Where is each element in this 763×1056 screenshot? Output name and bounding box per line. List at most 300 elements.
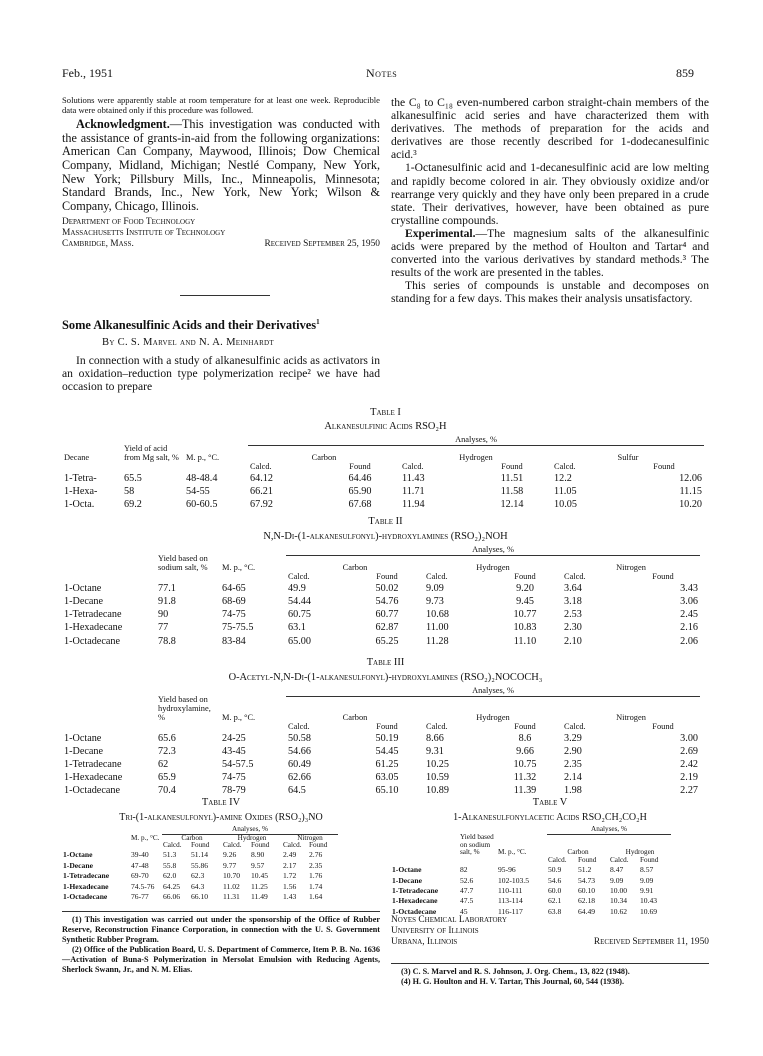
table-cell: 3.06 [680,595,698,607]
table2 [62,546,700,648]
table-cell: 11.43 [402,472,425,484]
table-cell: 1-Hexadecane [64,622,123,634]
table-cell: 65.90 [348,485,372,497]
table4-found-head: Found [191,841,210,850]
table-cell: 2.19 [680,772,698,784]
table-cell: 90 [158,609,169,621]
table-row [62,758,700,771]
table-cell: 62.66 [288,772,311,784]
affiliation-city-row [62,239,380,250]
table1-grid [62,436,704,511]
table-cell: 11.49 [251,892,268,902]
table1-decane-head: Decane [64,453,90,463]
table-cell: 2.16 [680,622,698,634]
table1-title: Alkanesulfinic Acids RSO₂H [324,421,447,432]
table-cell: 10.20 [679,499,702,511]
table-cell: 2.10 [564,635,582,647]
lab-city: Urbana, Illinois [391,937,458,947]
table-cell: 1-Decane [63,860,93,870]
table-cell: 1-Tetradecane [392,885,439,895]
table-cell: 69.2 [124,499,142,511]
table-cell: 2.45 [680,609,698,621]
footnotes-right [391,967,709,987]
table-cell: 10.59 [426,772,449,784]
table-cell: 10.05 [554,499,577,511]
table5-analyses-head: Analyses, % [547,826,671,834]
table-cell: 2.14 [564,772,582,784]
table5-mp-head: M. p., °C. [498,848,527,857]
para-continued: the C₈ to C₁₈ even-numbered carbon straight-chain members of the alkanesulfinic acid series and have characterized them with derivatives. The methods of preparation for the acids and derivatives are those recently described for 1-dodecanesulfinic acid.³ [391,96,709,162]
table-cell: 10.89 [426,785,449,797]
table4-found-head: Found [309,841,328,850]
table2-found-head: Found [376,571,398,581]
table-cell: 49.9 [288,582,306,594]
affiliation-dept: Department of Food Technology [62,217,196,228]
table-cell: 9.91 [640,885,654,895]
table-cell: 10.83 [513,622,537,634]
table-cell: 113-114 [498,896,523,906]
table2-title: N,N-Di-(1-alkanesulfonyl)-hydroxylamines (RSO₂)₂NOH [263,531,508,542]
table-cell: 3.64 [564,582,582,594]
table-cell: 68-69 [222,595,246,607]
para-unstable: This series of compounds is unstable and decomposes on standing for a few days. This makes their analysis unsatisfactory. [391,279,709,306]
table-cell: 69-70 [131,871,149,881]
table5-calcd-head: Calcd. [610,855,629,864]
table2-found-head: Found [652,571,674,581]
table-cell: 9.57 [251,860,265,870]
table-cell: 50.58 [288,732,311,744]
table-row [391,885,671,895]
table-cell: 1-Octadecane [64,785,120,797]
table-cell: 47.5 [460,896,474,906]
table4-nitrogen-head: Nitrogen [297,833,323,842]
table1-found-head: Found [501,461,523,471]
table-cell: 2.17 [283,860,297,870]
table4 [62,826,338,902]
table4-analyses-head: Analyses, % [162,826,338,834]
table-row [391,875,671,885]
table-cell: 2.27 [680,785,698,797]
table-cell: 60.75 [288,609,311,621]
table-cell: 54.44 [288,595,311,607]
acknowledgment-text: —This investigation was conducted with the assistance of grants-in-aid from the following organizations: American Can Company, Maywood, Illinois; Dow Chemical Company, Midland, Michigan; Nestlé Company, New York, New York; Pillsbury Mills, Inc., Minneapolis, Minnesota; Standard Brands, Inc., New York, New York; Wilson & Company, Chicago, Illinois. [62,117,380,213]
table-cell: 11.71 [402,485,425,497]
table-cell: 1-Tetradecane [63,871,110,881]
table-cell: 2.35 [309,860,323,870]
table-cell: 3.18 [564,595,582,607]
table2-calcd-head: Calcd. [426,571,448,581]
table-cell: 2.30 [564,622,582,634]
lab-city-row [391,937,709,948]
table-cell: 66.21 [250,485,273,497]
table-cell: 9.09 [610,875,624,885]
table-cell: 67.68 [348,499,372,511]
table3-yield-head: Yield based on hydroxylamine, % [158,695,211,722]
experimental-text: —The magnesium salts of the alkanesulfinic acids were prepared by the method of Houlton and Tartar⁴ and converted into the various derivatives by standard methods.³ The results of the work are presented in the tables. [391,226,709,280]
acknowledgment-paragraph [62,118,380,213]
table2-nitrogen-head: Nitrogen [616,563,646,573]
table-row [62,472,704,485]
table-cell: 10.77 [513,609,537,621]
table-row [62,485,704,498]
table-cell: 47.7 [460,885,474,895]
table-cell: 50.19 [375,732,399,744]
table-cell: 64-65 [222,582,246,594]
table-cell: 58 [124,485,135,497]
table-cell: 1.64 [309,892,323,902]
table-cell: 10.45 [251,871,269,881]
table-cell: 11.05 [554,485,577,497]
table5-found-head: Found [578,855,597,864]
right-column [391,96,709,306]
table-cell: 1-Octadecane [392,906,437,916]
table2-found-head: Found [514,571,536,581]
table5-label: Table V [532,797,568,808]
table2-calcd-head: Calcd. [288,571,310,581]
table4-calcd-head: Calcd. [283,841,302,850]
table-cell: 82 [460,865,468,875]
article-authors: By C. S. Marvel and N. A. Meinhardt [102,337,274,348]
table-cell: 74-75 [222,609,246,621]
table-cell: 1.72 [283,871,297,881]
table-row [391,896,671,906]
university-name: University of Illinois [391,926,479,936]
table-cell: 70.4 [158,785,176,797]
table-cell: 2.69 [680,745,698,757]
table-cell: 52.6 [460,875,474,885]
table-row [391,864,671,874]
table1-label: Table I [370,407,401,418]
table-cell: 62.0 [163,871,177,881]
table-cell: 11.58 [500,485,524,497]
affiliation-inst: Massachusetts Institute of Technology [62,228,226,239]
table-cell: 74-75 [222,772,246,784]
table-cell: 43-45 [222,745,246,757]
table-cell: 1-Hexa- [64,485,98,497]
table-cell: 63.05 [375,772,399,784]
footnote-4: (4) H. G. Houlton and H. V. Tartar, This Journal, 60, 544 (1938). [401,977,625,986]
table-cell: 1-Tetradecane [64,609,122,621]
table-cell: 110-111 [498,885,523,895]
table-cell: 1.76 [309,871,323,881]
table2-analyses-head: Analyses, % [286,546,700,555]
table-cell: 1-Decane [64,595,104,607]
table1-calcd-head: Calcd. [554,461,576,471]
table3-calcd-head: Calcd. [288,721,310,731]
table-cell: 51.3 [163,850,177,860]
table-cell: 10.00 [610,885,628,895]
table-cell: 48-48.4 [186,472,218,484]
table-cell: 60.77 [375,609,399,621]
table-cell: 65.5 [124,472,142,484]
table3-mp-head: M. p., °C. [222,712,256,722]
table-cell: 1.43 [283,892,297,902]
table-cell: 78.8 [158,635,176,647]
table3-calcd-head: Calcd. [564,721,586,731]
table-cell: 65.6 [158,732,176,744]
table-cell: 10.25 [426,758,449,770]
table-cell: 1-Octane [64,732,102,744]
table-cell: 63.8 [548,906,562,916]
lab-affiliation [391,915,709,948]
table-row [62,582,700,595]
table-cell: 9.73 [426,595,444,607]
table3-grid [62,687,700,797]
table-cell: 95-96 [498,865,516,875]
table-cell: 75-75.5 [222,622,254,634]
table4-carbon-head: Carbon [181,833,203,842]
table-cell: 1.98 [564,785,582,797]
table-cell: 64.5 [288,785,306,797]
table-cell: 2.35 [564,758,582,770]
table-cell: 60.49 [288,758,311,770]
table-cell: 1-Hexadecane [63,881,109,891]
table-cell: 9.31 [426,745,444,757]
article-title [62,318,380,333]
table-cell: 50.02 [375,582,399,594]
table-cell: 65.25 [375,635,399,647]
table-cell: 51.2 [578,865,592,875]
table-cell: 66.06 [163,892,181,902]
table-cell: 61.25 [375,758,399,770]
table-cell: 62.3 [191,871,205,881]
table-cell: 2.76 [309,850,323,860]
footnote-2: (2) Office of the Publication Board, U. S. Department of Commerce, Item P. B. No. 1636—Activation of Buna-S Polymerization in Mersolat Emulsion with Reducing Agents, Sherlock Swann, Jr., and N. M. Elias. [62,945,380,974]
table-cell: 9.77 [223,860,237,870]
table-cell: 10.34 [610,896,628,906]
received-date: Received September 25, 1950 [264,238,380,249]
table-cell: 64.25 [163,881,181,891]
table1-sulfur-head: Sulfur [617,453,639,463]
table2-grid [62,546,700,648]
table2-mp-head: M. p., °C. [222,563,256,573]
table-cell: 9.66 [516,745,534,757]
table-cell: 2.53 [564,609,582,621]
table-cell: 65.00 [288,635,311,647]
table4-title: Tri-(1-alkanesulfonyl)-amine Oxides (RSO₂)₃NO [119,812,323,823]
table1-yield-head: Yield of acid from Mg salt, % [124,444,179,463]
table-cell: 62 [158,758,169,770]
table-row [62,498,704,511]
table-cell: 11.39 [513,785,537,797]
table-cell: 54-57.5 [222,758,254,770]
table1-analyses-head: Analyses, % [248,436,704,445]
table-cell: 62.87 [375,622,399,634]
table-cell: 50.9 [548,865,562,875]
table-cell: 2.06 [680,635,698,647]
table1-mp-head: M. p., °C. [186,453,220,463]
table-cell: 1-Tetra- [64,472,97,484]
table-row [62,784,700,797]
first-paragraph: In connection with a study of alkanesulfinic acids as activators in an oxidation–reduction type polymerization recipe² we have had occasion to prepare [62,354,380,393]
table1-found-head: Found [349,461,371,471]
table-cell: 1-Tetradecane [64,758,122,770]
footnotes-left [62,915,380,975]
table3-found-head: Found [514,721,536,731]
table3 [62,687,700,797]
table5 [391,826,671,916]
table1-calcd-head: Calcd. [402,461,424,471]
table-row [62,634,700,647]
table-cell: 3.29 [564,732,582,744]
table3-title: O-Acetyl-N,N-Di-(1-alkanesulfonyl)-hydroxylamines (RSO₂)₂NOCOCH₃ [228,672,543,683]
table-cell: 77.1 [158,582,176,594]
table4-label: Table IV [201,797,241,808]
lab-received-date: Received September 11, 1950 [593,937,709,947]
table-cell: 11.15 [679,485,702,497]
table-cell: 83-84 [222,635,246,647]
table-cell: 1-Hexadecane [64,772,123,784]
table-cell: 64.12 [250,472,273,484]
table-cell: 9.26 [223,850,237,860]
table-cell: 78-79 [222,785,246,797]
table-cell: 11.00 [426,622,449,634]
table-cell: 76-77 [131,892,149,902]
table-cell: 10.70 [223,871,241,881]
table-cell: 10.68 [426,609,449,621]
table-cell: 54.45 [375,745,399,757]
table-cell: 12.2 [554,472,572,484]
affiliation-block [62,217,380,249]
header-date: Feb., 1951 [62,66,113,80]
title-footnote-mark: 1 [316,318,320,326]
table-cell: 9.09 [426,582,444,594]
table3-found-head: Found [652,721,674,731]
table-cell: 74.5-76 [131,881,155,891]
table-cell: 1-Decane [392,875,422,885]
table4-mp-head: M. p., °C. [131,833,160,842]
table-cell: 66.10 [191,892,209,902]
table4-found-head: Found [251,841,270,850]
acknowledgment-label: Acknowledgment. [76,117,170,132]
table-cell: 10.75 [513,758,537,770]
intro-paragraph: Solutions were apparently stable at room temperature for at least one week. Reproducible data were obtained only if this procedure was followed. [62,95,380,115]
table-cell: 1-Octa. [64,499,95,511]
table5-carbon-head: Carbon [567,848,589,857]
table-cell: 11.10 [513,635,537,647]
table-cell: 3.00 [680,732,698,744]
table-cell: 67.92 [250,499,273,511]
table-cell: 65.10 [375,785,399,797]
footnote-1: (1) This investigation was carried out under the sponsorship of the Office of Rubber Reserve, Reconstruction Finance Corporation, in connection with the U. S. Government Synthetic Rubber Program. [62,915,380,944]
table-cell: 62.1 [548,896,562,906]
table-row [62,891,338,901]
table-cell: 2.90 [564,745,582,757]
table1-hydrogen-head: Hydrogen [459,453,493,463]
table-cell: 55.8 [163,860,177,870]
table1 [62,436,704,511]
table5-calcd-head: Calcd. [548,855,567,864]
table1-carbon-head: Carbon [311,453,337,463]
left-column [62,96,380,250]
table-cell: 9.45 [516,595,534,607]
table-row [62,771,700,784]
table-cell: 1-Decane [64,745,104,757]
table-cell: 10.62 [610,906,628,916]
table4-hydrogen-head: Hydrogen [237,833,267,842]
table-cell: 116-117 [498,906,523,916]
table-cell: 62.18 [578,896,596,906]
table-row [62,595,700,608]
table-row [62,621,700,634]
table-cell: 11.51 [500,472,524,484]
table-cell: 11.02 [223,881,240,891]
table5-title: 1-Alkanesulfonylacetic Acids RSO₂CH₂CO₂H [453,812,647,823]
table-cell: 1-Octane [63,850,93,860]
table-cell: 8.57 [640,865,654,875]
table-cell: 54.73 [578,875,596,885]
table2-carbon-head: Carbon [342,563,368,573]
table-cell: 51.14 [191,850,209,860]
table4-calcd-head: Calcd. [163,841,182,850]
table-cell: 60.10 [578,885,596,895]
table-cell: 11.28 [426,635,449,647]
experimental-label: Experimental. [405,226,476,240]
table-row [62,860,338,870]
table-cell: 2.42 [680,758,698,770]
table-cell: 2.49 [283,850,297,860]
table-cell: 10.69 [640,906,658,916]
table4-calcd-head: Calcd. [223,841,242,850]
table-cell: 1.56 [283,881,297,891]
table5-grid [391,826,671,916]
table-cell: 64.49 [578,906,596,916]
table-cell: 11.94 [402,499,425,511]
table4-grid [62,826,338,902]
table-cell: 54-55 [186,485,210,497]
table-cell: 9.09 [640,875,654,885]
table2-yield-head: Yield based on sodium salt, % [158,554,208,573]
section-divider [180,295,270,296]
table-cell: 9.20 [516,582,534,594]
table-cell: 54.6 [548,875,562,885]
table1-calcd-head: Calcd. [250,461,272,471]
table3-nitrogen-head: Nitrogen [616,712,646,722]
table-cell: 64.3 [191,881,205,891]
table-cell: 47-48 [131,860,149,870]
table-cell: 11.32 [513,772,537,784]
table-cell: 60-60.5 [186,499,218,511]
table-cell: 1-Octane [392,865,422,875]
table-row [62,881,338,891]
footnote-rule [62,911,380,912]
table-cell: 8.47 [610,865,624,875]
table-cell: 12.14 [500,499,524,511]
table-row [62,850,338,860]
table3-calcd-head: Calcd. [426,721,448,731]
table-cell: 39-40 [131,850,149,860]
footnote-rule-right [391,963,709,964]
table-row [62,608,700,621]
table-cell: 72.3 [158,745,176,757]
table-cell: 54.76 [375,595,399,607]
para-octanesulfinic: 1-Octanesulfinic acid and 1-decanesulfinic acid are low melting and rapidly become colored in air. They obviously oxidize and/or rearrange very quickly and they have only been prepared in a crude state. Their derivatives, however, have been obtained as pure crystalline compounds. [391,161,709,227]
table5-yield-head: Yield based on sodium salt, % [460,833,494,857]
table-cell: 11.31 [223,892,240,902]
table-cell: 77 [158,622,169,634]
table-cell: 10.43 [640,896,658,906]
table-cell: 54.66 [288,745,311,757]
table5-hydrogen-head: Hydrogen [625,848,655,857]
table-cell: 8.90 [251,850,265,860]
table-row [62,871,338,881]
page-number: 859 [676,66,694,80]
table3-analyses-head: Analyses, % [286,687,700,696]
table-cell: 1.74 [309,881,323,891]
table-cell: 1-Octadecane [63,892,108,902]
table-cell: 64.46 [348,472,372,484]
table2-calcd-head: Calcd. [564,571,586,581]
